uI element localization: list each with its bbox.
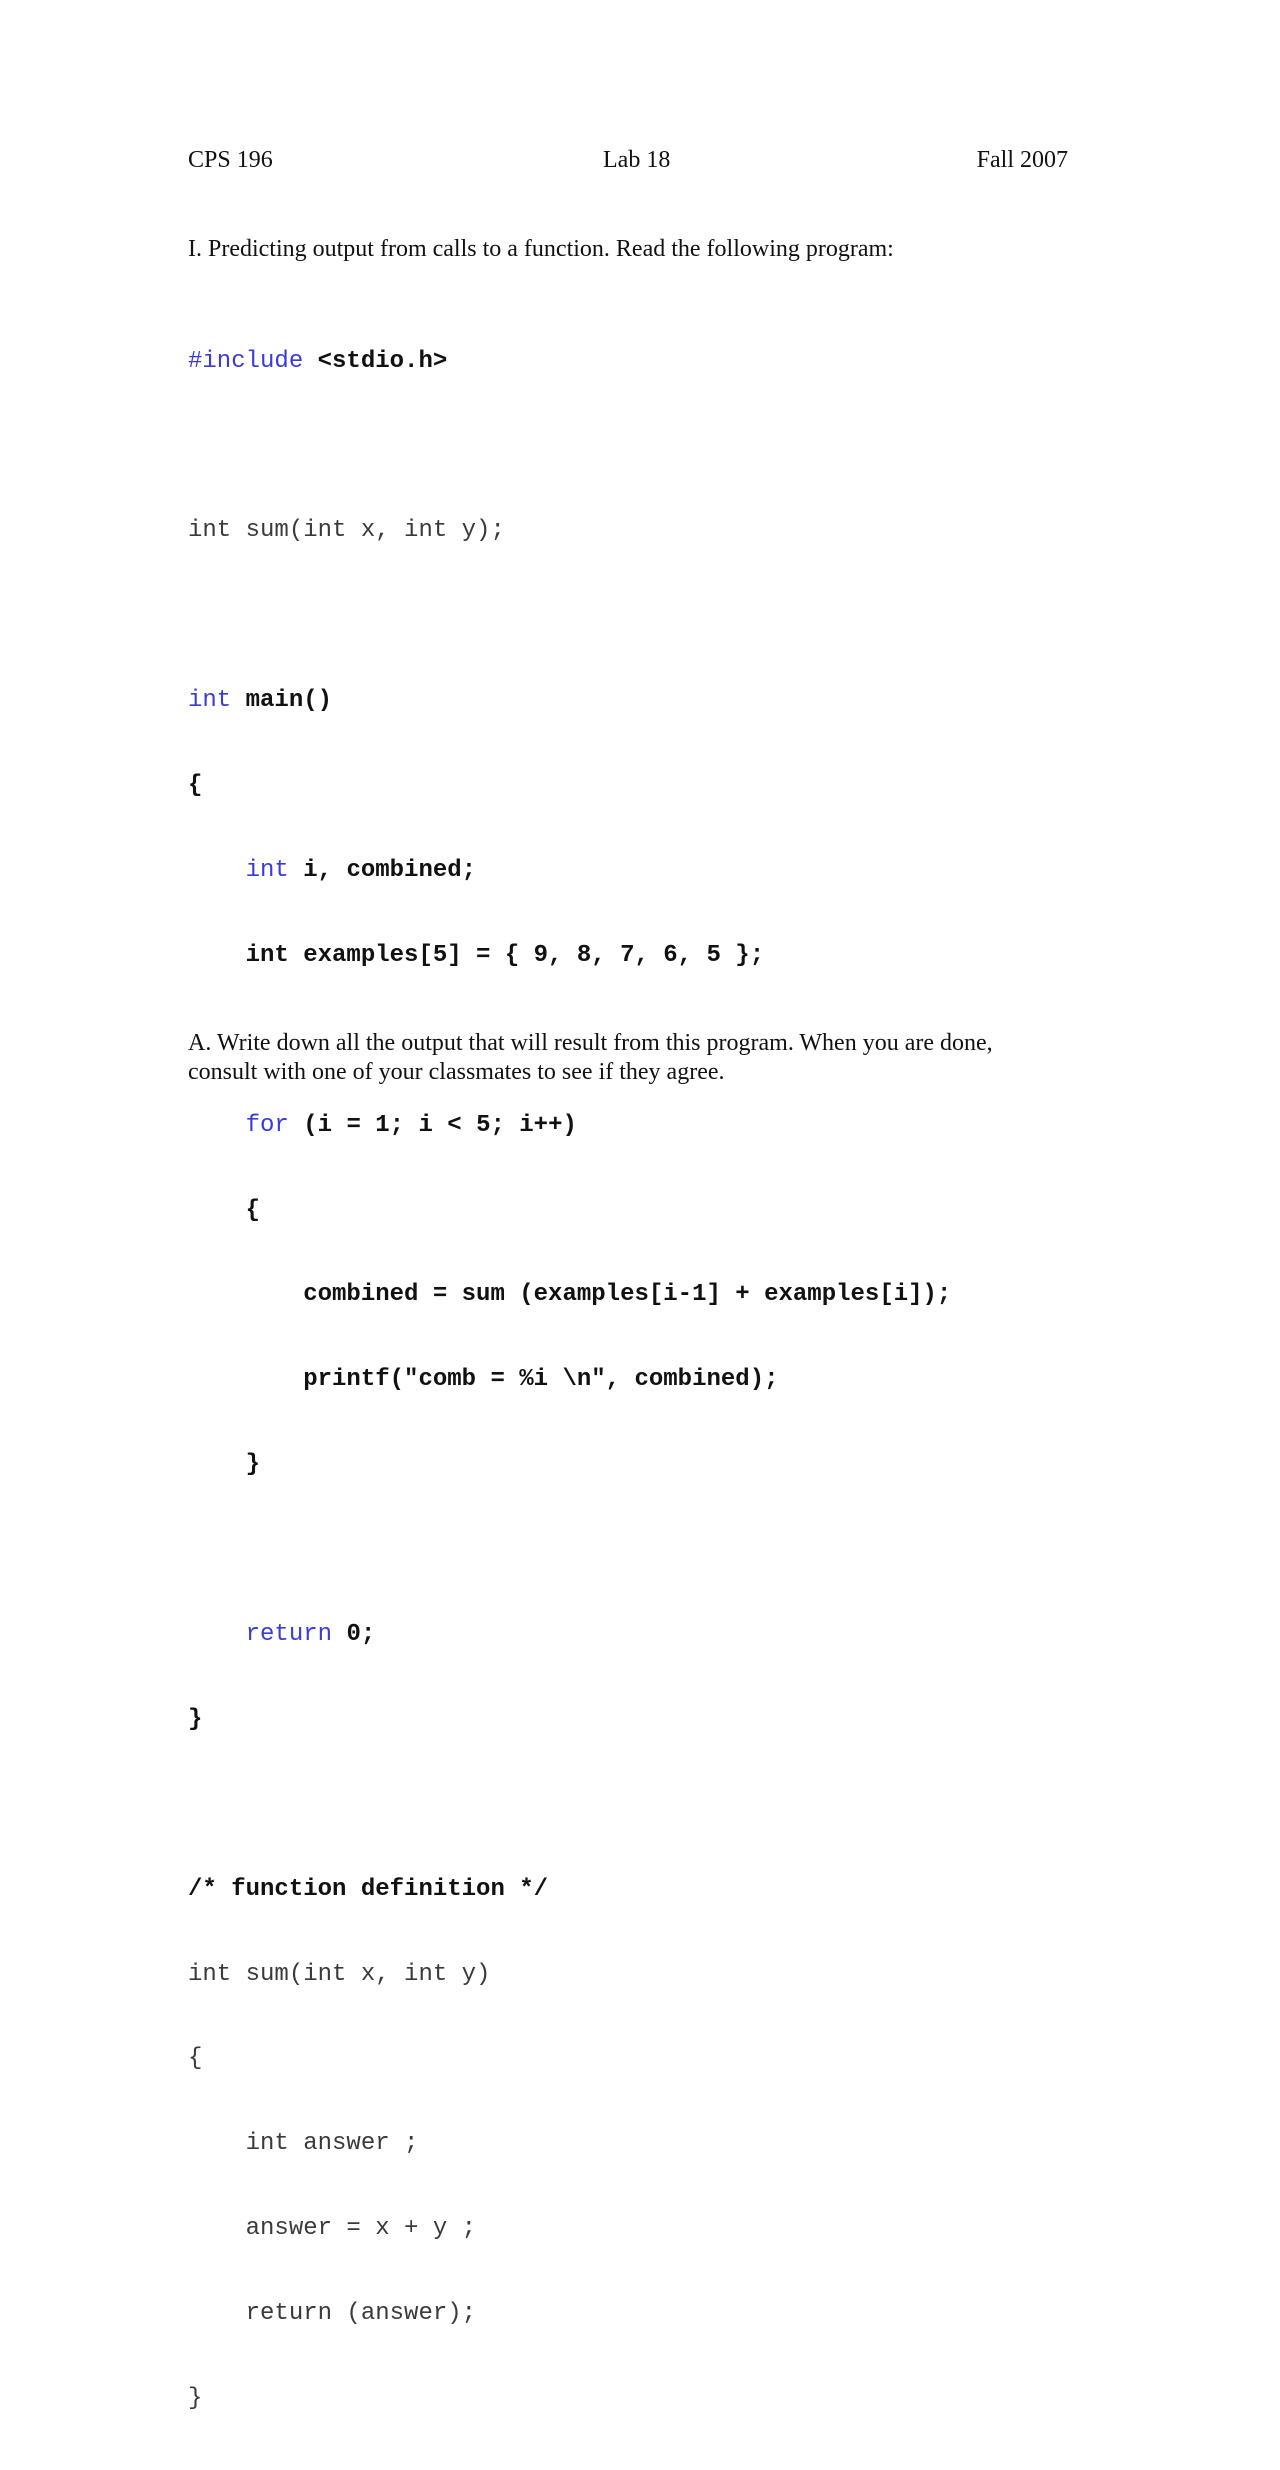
- task-a-line2: consult with one of your classmates to see if they agree.: [188, 1059, 725, 1085]
- code-stmt2: printf("comb = %i \n", combined);: [303, 1366, 779, 1394]
- code-line-def2: [188, 2215, 951, 2243]
- code-line-def3: [188, 2300, 951, 2328]
- code-line-main-open: {: [188, 772, 203, 800]
- code-return-keyword: return: [245, 1620, 333, 1648]
- code-listing: [188, 291, 951, 2470]
- term-label: Fall 2007: [976, 147, 1068, 173]
- code-line-decl1: [188, 857, 951, 885]
- lab-label: Lab 18: [603, 147, 671, 173]
- code-for-open-brace: {: [245, 1196, 261, 1224]
- section-intro: I. Predicting output from calls to a function. Read the following program:: [188, 236, 894, 262]
- code-line-include: [188, 348, 951, 376]
- code-line-stmt1: [188, 1281, 951, 1309]
- code-line-comment: /* function definition */: [188, 1875, 549, 1903]
- code-for-close-brace: }: [245, 1451, 261, 1479]
- code-decl2: int examples[5] = { 9, 8, 7, 6, 5 };: [245, 941, 765, 969]
- code-def2: answer = x + y ;: [245, 2215, 477, 2243]
- task-a: [188, 1029, 993, 1087]
- code-def1: int answer ;: [245, 2130, 419, 2158]
- code-for-keyword: for: [245, 1111, 289, 1139]
- code-line-stmt2: [188, 1366, 951, 1394]
- code-line-def-signature: int sum(int x, int y): [188, 1960, 491, 1988]
- code-main-signature: main(): [245, 687, 333, 715]
- code-line-def-open: {: [188, 2045, 203, 2073]
- code-line-def-close: }: [188, 2384, 203, 2412]
- code-line-main-close: }: [188, 1705, 203, 1733]
- code-line-decl2: [188, 942, 951, 970]
- code-line-def1: [188, 2130, 951, 2158]
- code-return-rest: 0;: [346, 1620, 376, 1648]
- code-line-for-open: [188, 1197, 951, 1225]
- task-a-line1: A. Write down all the output that will result from this program. When you are done,: [188, 1030, 993, 1056]
- code-line-main: [188, 687, 951, 715]
- code-line-return: [188, 1621, 951, 1649]
- code-line-prototype: int sum(int x, int y);: [188, 517, 505, 545]
- code-line-for-close: [188, 1451, 951, 1479]
- code-include-keyword: #include: [188, 347, 304, 375]
- code-decl1-keyword: int: [245, 856, 289, 884]
- code-main-keyword: int: [188, 687, 232, 715]
- code-stmt1: combined = sum (examples[i-1] + examples[i]);: [303, 1281, 952, 1309]
- code-for-rest: (i = 1; i < 5; i++): [303, 1111, 577, 1139]
- code-decl1-rest: i, combined;: [303, 856, 477, 884]
- code-line-for: [188, 1112, 951, 1140]
- code-def3: return (answer);: [245, 2300, 477, 2328]
- course-label: CPS 196: [188, 147, 273, 173]
- code-include-file: <stdio.h>: [317, 347, 448, 375]
- page-header: [188, 147, 1068, 181]
